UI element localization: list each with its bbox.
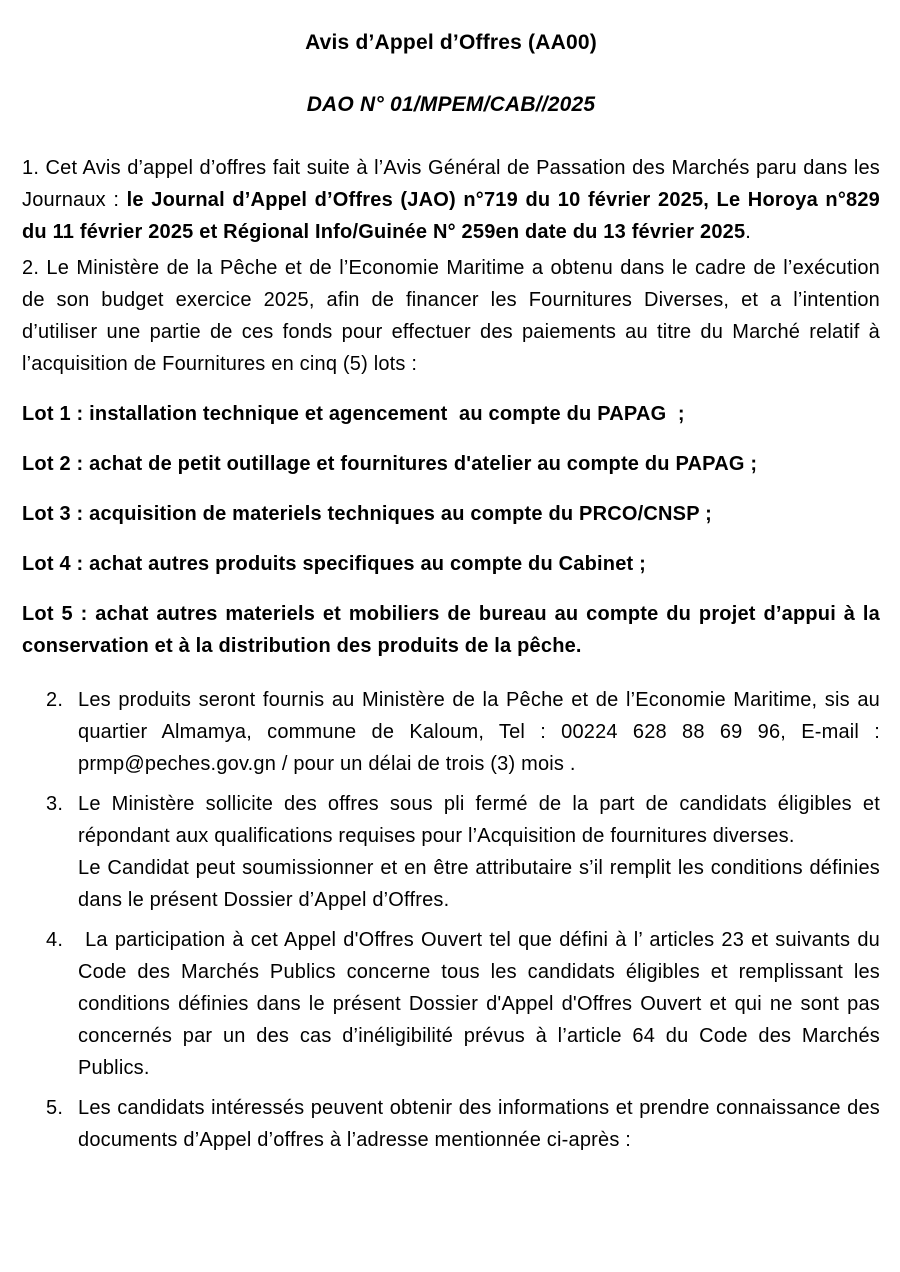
item-text: Le Ministère sollicite des offres sous pli fermé de la part de candidats éligibles et répondant aux qualifications requises pour l’Acquisition de fournitures diverses. [78,793,886,847]
item-text: Les produits seront fournis au Ministère de la Pêche et de l’Economie Maritime, sis au quartier Almamya, commune de Kaloum, Tel : 00224 628 88 69 96, E-mail : prmp@peches.gov.gn / pour un délai de trois (3) mois . [78,689,886,775]
intro-paragraph [22,152,886,248]
item-number: 2. [46,689,64,711]
item-number: 5. [46,1097,64,1119]
intro-end-text: . [745,221,752,243]
item-number: 3. [46,793,64,815]
lot-line-1: Lot 1 : installation technique et agencement au compte du PAPAG ; [22,403,685,425]
intro-bold-text: le Journal d’Appel d’Offres (JAO) n°719 du 10 février 2025, Le Horoya n°829 du 11 février 2025 et Régional Info/Guinée N° 259en date du 13 février 2025 [22,189,886,243]
lot-line-4: Lot 4 : achat autres produits specifiques au compte du Cabinet ; [22,553,647,575]
item-text-group [78,788,886,916]
document-reference: DAO N° 01/MPEM/CAB//2025 [306,93,596,116]
lot-line-2: Lot 2 : achat de petit outillage et fournitures d'atelier au compte du PAPAG ; [22,453,758,475]
item-text: La participation à cet Appel d'Offres Ouvert tel que défini à l’ articles 23 et suivants du Code des Marchés Publics concerne tous les candidats éligibles et remplissant les conditions définies dans le présent Dossier d'Appel d'Offres Ouvert et qui ne sont pas concernés par un des cas d’inéligibilité prévus à l’article 64 du Code des Marchés Publics. [78,929,886,1079]
item-number: 4. [46,929,64,951]
numbered-item-3 [46,788,886,916]
page-title: Avis d’Appel d’Offres (AA00) [305,31,597,54]
intro-normal-text: 1. Cet Avis d’appel d’offres fait suite à l’Avis Général de Passation des Marchés paru dans les Journaux : [22,157,886,211]
item-text: Les candidats intéressés peuvent obtenir des informations et prendre connaissance des documents d’Appel d’offres à l’adresse mentionnée ci-après : [78,1097,886,1151]
lot-line-5: Lot 5 : achat autres materiels et mobiliers de bureau au compte du projet d’appui à la conservation et à la distribution des produits de la pêche. [22,603,886,657]
context-paragraph: 2. Le Ministère de la Pêche et de l’Economie Maritime a obtenu dans le cadre de l’exécution de son budget exercice 2025, afin de financer les Fournitures Diverses, et a l’intention d’utiliser une partie de ces fonds pour effectuer des paiements au titre du Marché relatif à l’acquisition de Fournitures en cinq (5) lots : [22,257,886,375]
lot-line-3: Lot 3 : acquisition de materiels techniques au compte du PRCO/CNSP ; [22,503,713,525]
numbered-item-5 [46,1092,886,1156]
numbered-item-2 [46,684,886,780]
numbered-item-4 [46,924,886,1084]
item-text: Le Candidat peut soumissionner et en être attributaire s’il remplit les conditions définies dans le présent Dossier d’Appel d’Offres. [78,857,886,911]
